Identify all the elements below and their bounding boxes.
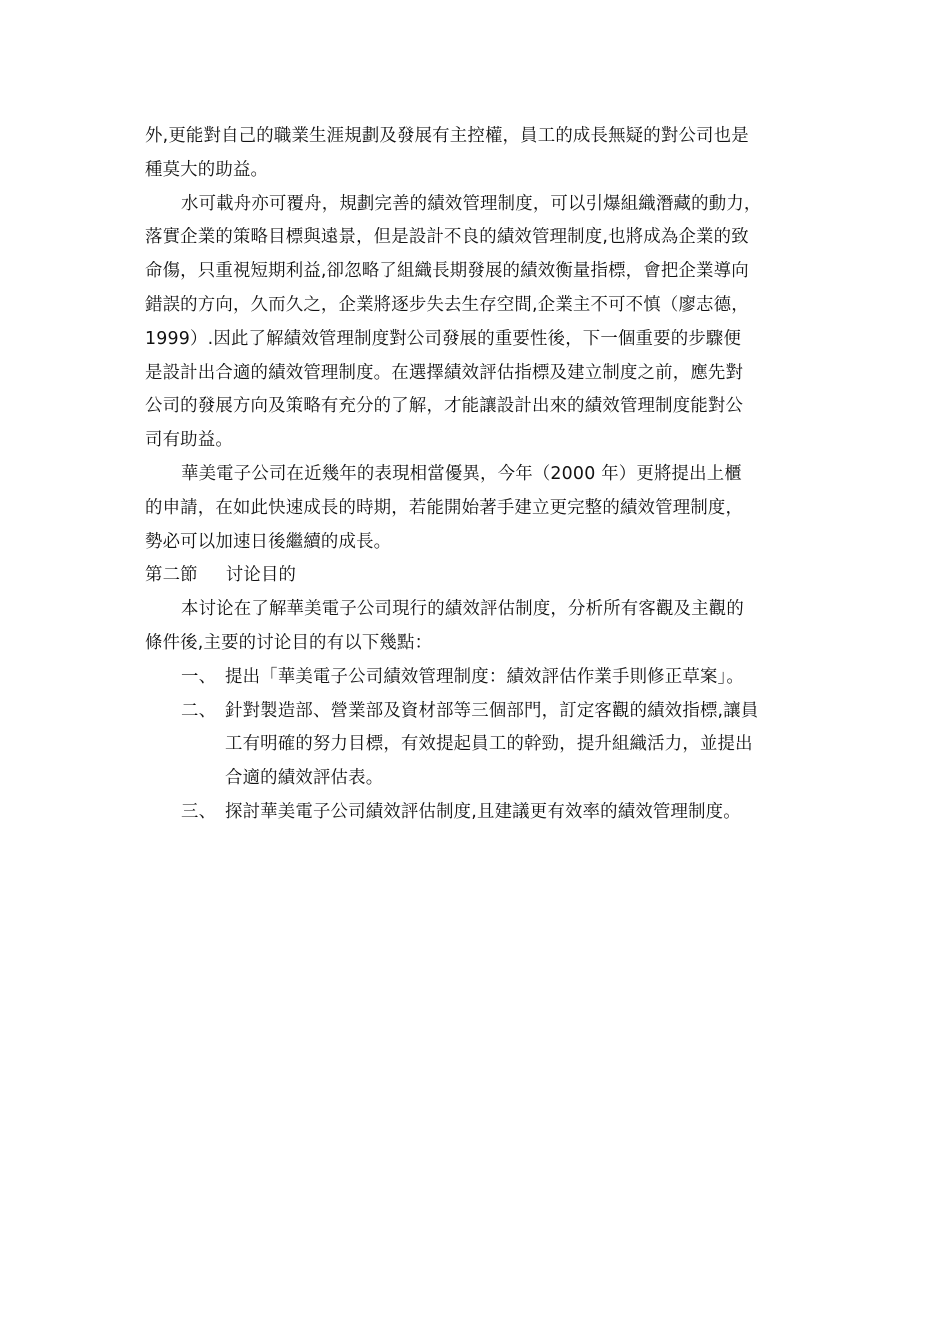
text-line: 本讨论在了解華美電子公司現行的績效評估制度，分析所有客觀及主觀的 bbox=[181, 599, 744, 620]
text-line: 工有明確的努力目標，有效提起員工的幹勁，提升組織活力，並提出 bbox=[225, 734, 753, 755]
text-line: 水可載舟亦可覆舟，規劃完善的績效管理制度，可以引爆組織潛藏的動力， bbox=[181, 193, 762, 214]
section-title: 讨论目的 bbox=[225, 565, 297, 586]
text-line: 華美電子公司在近幾年的表現相當優異，今年（2000 年）更將提出上櫃 bbox=[181, 463, 742, 484]
section-number: 第二節 bbox=[145, 565, 198, 586]
text-line: 提出「華美電子公司績效管理制度：績效評估作業手則修正草案」。 bbox=[225, 666, 745, 687]
paragraph-purpose-intro bbox=[145, 593, 815, 661]
list-item-text bbox=[225, 661, 815, 695]
section-heading bbox=[145, 559, 815, 593]
list-item-text bbox=[225, 796, 815, 830]
text-line: 針對製造部、營業部及資材部等三個部門，訂定客觀的績效指標,讓員 bbox=[225, 700, 759, 721]
text-line: 勢必可以加速日後繼續的成長。 bbox=[145, 531, 392, 552]
text-line: 外,更能對自己的職業生涯規劃及發展有主控權，員工的成長無疑的對公司也是 bbox=[145, 126, 749, 146]
list-marker: 二、 bbox=[181, 700, 217, 721]
text-line: 條件後,主要的讨论目的有以下幾點： bbox=[145, 632, 433, 653]
text-line: 種莫大的助益。 bbox=[145, 159, 269, 180]
text-line: 命傷，只重視短期利益,卻忽略了組織長期發展的績效衡量指標，會把企業導向 bbox=[145, 261, 749, 282]
list-item-text bbox=[225, 695, 815, 796]
text-line: 錯誤的方向，久而久之，企業將逐步失去生存空間,企業主不可不慎（廖志德， bbox=[145, 294, 749, 315]
text-line: 司有助益。 bbox=[145, 430, 233, 451]
list-marker: 一、 bbox=[181, 666, 217, 687]
text-line: 的申請，在如此快速成長的時期，若能開始著手建立更完整的績效管理制度， bbox=[145, 497, 744, 518]
list-item bbox=[145, 796, 815, 830]
document-body bbox=[145, 120, 815, 830]
list-item bbox=[145, 661, 815, 695]
text-line: 合適的績效評估表。 bbox=[225, 768, 384, 789]
paragraph-continuation bbox=[145, 120, 815, 188]
text-line: 公司的發展方向及策略有充分的了解，才能讓設計出來的績效管理制度能對公 bbox=[145, 396, 744, 417]
paragraph-performance-management bbox=[145, 188, 815, 458]
paragraph-company-background bbox=[145, 458, 815, 559]
text-line: 是設計出合適的績效管理制度。在選擇績效評估指標及建立制度之前，應先對 bbox=[145, 362, 744, 383]
list-marker: 三、 bbox=[181, 801, 217, 822]
text-line: 探討華美電子公司績效評估制度,且建議更有效率的績效管理制度。 bbox=[225, 801, 741, 822]
text-line: 落實企業的策略目標與遠景，但是設計不良的績效管理制度,也將成為企業的致 bbox=[145, 227, 749, 248]
text-line: 1999）.因此了解績效管理制度對公司發展的重要性後，下一個重要的步驟便 bbox=[145, 328, 742, 349]
purpose-list bbox=[145, 661, 815, 830]
list-item bbox=[145, 695, 815, 796]
